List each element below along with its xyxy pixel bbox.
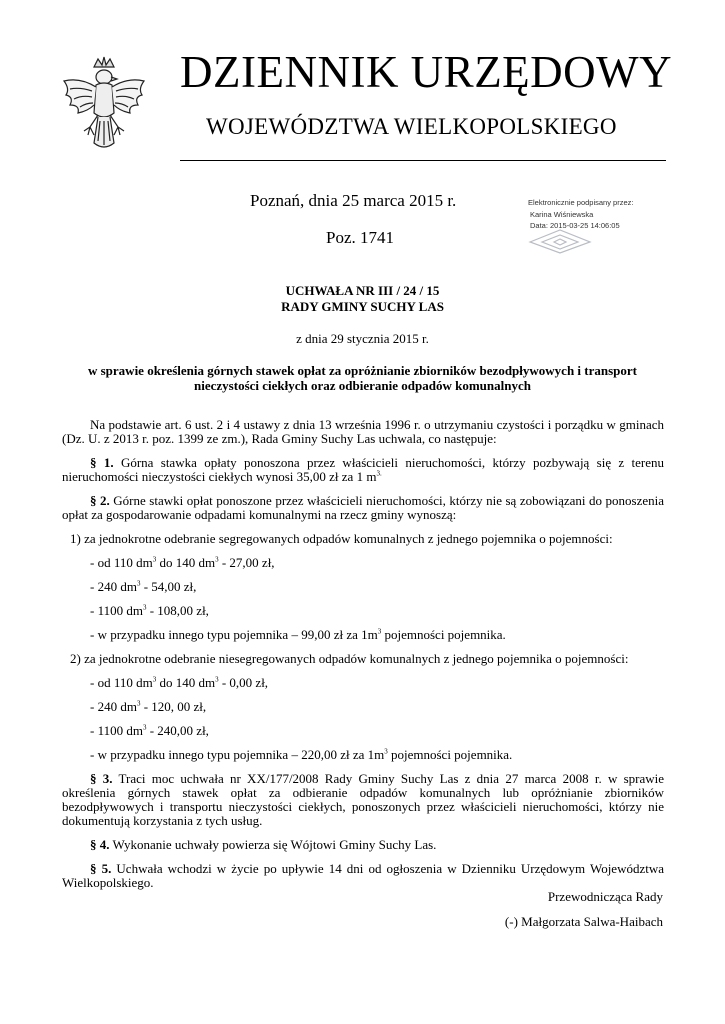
place-date: Poznań, dnia 25 marca 2015 r. [250,191,457,210]
list-item-2: 2) za jednokrotne odebranie niesegregowanych odpadów komunalnych z jednego pojemnika o pojemności: [70,651,629,666]
list-item-2a: - od 110 $dm^3$ do 140 $dm^3 - 0,00$ zł, [90,675,269,690]
subject-line-1: w sprawie określenia górnych stawek opłat za opróżnianie zbiorników bezodpływowych i transport [87,363,637,378]
section-2 [62,494,664,522]
section-2-label: § 2. [90,493,110,508]
resolution-body [62,418,664,900]
signature-line-3: Data: 2015-03-25 14:06:05 [530,221,620,230]
signoff-name: (-) Małgorzata Salwa-Haibach [504,914,663,929]
list-item-1b: - 240 $dm^3 - 54,00$ zł, [90,579,197,594]
polish-eagle-emblem-icon [58,55,150,163]
preamble: Na podstawie art. 6 ust. 2 i 4 ustawy z dnia 13 września 1996 r. o utrzymaniu czystości i porządku w gminach (Dz. U. z 2013 r. poz. 1399 ze zm.), Rada Gminy Suchy Las uchwala, co następuje: [62,417,664,446]
header-divider [180,160,666,161]
list-item-1a: - od 110 $dm^3$ do 140 $dm^3 - 27,00$ zł, [90,555,275,570]
section-3-label: § 3. [90,771,113,786]
resolution-council: RADY GMINY SUCHY LAS [281,299,444,314]
section-4-label: § 4. [90,837,110,852]
electronic-signature-icon [528,228,592,254]
list-item-1c: - 1100 $dm^3 - 108,00$ zł, [90,603,209,618]
signature-line-1: Elektronicznie podpisany przez: [528,198,634,207]
section-1-sup: 3. [376,469,382,478]
section-2-text: Górne stawki opłat ponoszone przez właścicieli nieruchomości, którzy nie są zobowiązani do ponoszenia opłat za gospodarowanie odpadami komunalnymi na rzecz gminy wynoszą: [62,493,665,522]
list-item-2d: - w przypadku innego typu pojemnika – 220,00 zł za $1m^3$ pojemności pojemnika. [90,747,513,762]
list-item-2b: - 240 $dm^3 - 120$, 00 zł, [90,699,207,714]
section-4 [62,838,664,852]
section-4-text: Wykonanie uchwały powierza się Wójtowi Gminy Suchy Las. [112,837,437,852]
list-item-2c: - 1100 $dm^3 - 240,00$ zł, [90,723,209,738]
journal-subtitle: WOJEWÓDZTWA WIELKOPOLSKIEGO [206,114,617,139]
journal-title: DZIENNIK URZĘDOWY [180,47,673,97]
section-3 [62,772,664,828]
resolution-title [0,283,725,315]
section-5-label: § 5. [90,861,112,876]
subject-line-2: nieczystości ciekłych oraz odbieranie odpadów komunalnych [194,378,531,393]
resolution-date: z dnia 29 stycznia 2015 r. [296,331,429,346]
position-number: Poz. 1741 [326,228,394,247]
signature-line-2: Karina Wiśniewska [530,209,594,219]
section-1 [62,456,664,484]
list-item-1d: - w przypadku innego typu pojemnika – 99,00 zł za $1m^3$ pojemności pojemnika. [90,627,506,642]
section-5 [62,862,664,890]
section-3-text: Traci moc uchwała nr XX/177/2008 Rady Gminy Suchy Las z dnia 27 marca 2008 r. w sprawie określenia górnych stawek opłat za odbieranie odpadów komunalnych lub opróżnianie zbiorników bezodpływowych i transportu nieczystości ciekłych, ponoszonych przez właścicieli nieruchomości, którzy nie dokumentują korzystania z tych usług. [62,771,665,828]
electronic-signature-block [528,197,633,232]
resolution-number: UCHWAŁA NR III / 24 / 15 [285,283,440,298]
list-item-1: 1) za jednokrotne odebranie segregowanych odpadów komunalnych z jednego pojemnika o pojemności: [70,531,613,546]
section-5-text: Uchwała wchodzi w życie po upływie 14 dni od ogłoszenia w Dzienniku Urzędowym Województwa Wielkopolskiego. [62,861,665,890]
section-1-label: § 1. [90,455,114,470]
resolution-subject [0,363,725,393]
section-1-text: Górna stawka opłaty ponoszona przez właścicieli nieruchomości, którzy pozbywają się z terenu nieruchomości nieczystości ciekłych wynosi 35,00 zł za 1 m [62,455,665,484]
signoff-role: Przewodnicząca Rady [547,889,663,904]
